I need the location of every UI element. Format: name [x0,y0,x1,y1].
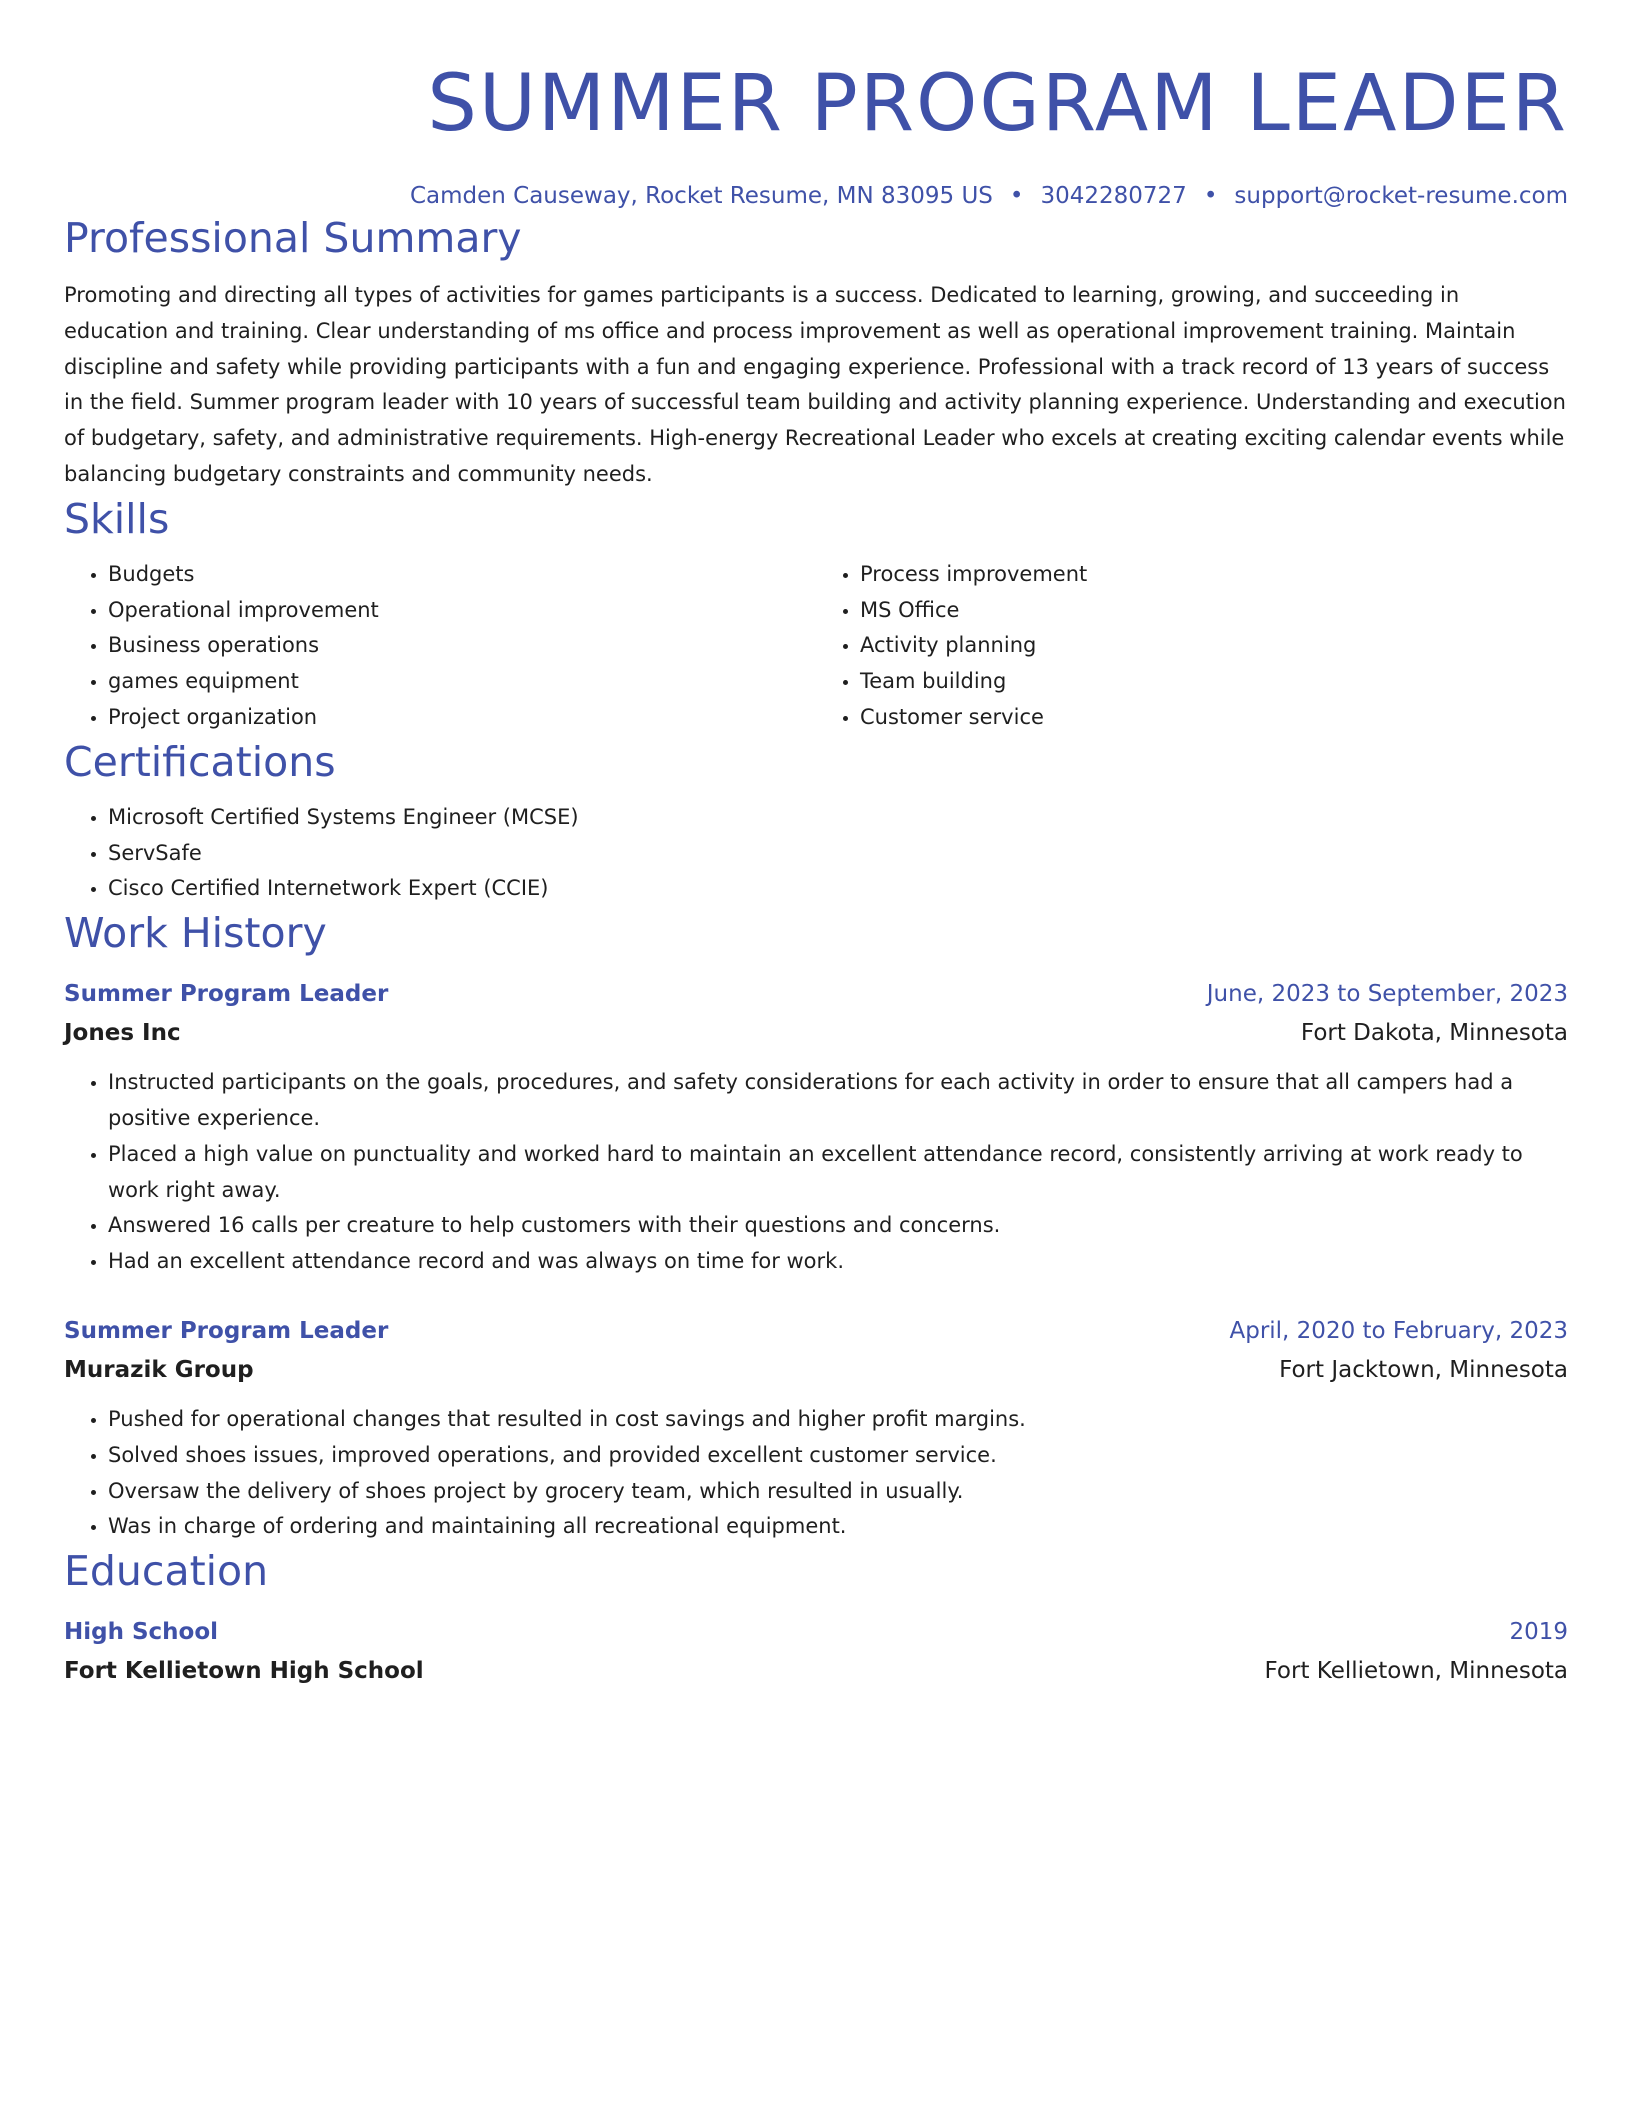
job-company: Jones Inc [64,1020,181,1047]
work-history-section [64,907,1568,1545]
job-bullet: • Solved shoes issues, improved operations, and provided excellent customer service. [108,1438,1568,1474]
contact-phone: 3042280727 [1040,183,1187,209]
skills-heading: Skills [64,494,170,543]
job-bullet: • Had an excellent attendance record and was always on time for work. [108,1244,1568,1280]
certifications-list [64,800,1568,907]
education-degree-row [64,1613,1568,1651]
skill-item: • Customer service [860,700,1568,736]
education-section [64,1545,1568,1691]
job-location: Fort Jacktown, Minnesota [1279,1356,1568,1383]
job-title-row [64,1312,1568,1350]
skill-item: • MS Office [860,593,1568,629]
job-dates: April, 2020 to February, 2023 [1229,1317,1568,1344]
skill-item: • Operational improvement [108,593,816,629]
certifications-section [64,736,1568,907]
job-title: Summer Program Leader [64,981,389,1008]
work-history-heading: Work History [64,909,327,958]
education-heading: Education [64,1547,269,1596]
certifications-heading: Certifications [64,737,336,786]
summary-text: Promoting and directing all types of activities for games participants is a success. Dedicated to learning, growing, and succeeding in education and training. Clear understanding of ms office and process improvement as well as operational improvement training. Maintain discipline and safety while providing participants with a fun and engaging experience. Professional with a track record of 13 years of success in the field. Summer program leader with 10 years of successful team building and activity planning experience. Understanding and execution of budgetary, safety, and administrative requirements. High-energy Recreational Leader who excels at creating exciting calendar events while balancing budgetary constraints and community needs. [64,283,1566,486]
skill-item: • Budgets [108,557,816,593]
skill-item: • Business operations [108,628,816,664]
contact-address: Camden Causeway, Rocket Resume, MN 83095 US [409,183,993,209]
job-location: Fort Dakota, Minnesota [1300,1020,1568,1047]
skill-item: • Project organization [108,700,816,736]
job-bullet: • Instructed participants on the goals, procedures, and safety considerations for each activity in order to ensure that all campers had a positive experience. [108,1065,1568,1137]
certification-item: • Microsoft Certified Systems Engineer (MCSE) [108,800,1568,836]
certification-item: • ServSafe [108,836,1568,872]
job-dates: June, 2023 to September, 2023 [1206,981,1568,1008]
resume-header [64,0,1568,212]
education-school-row [64,1651,1568,1691]
education-degree: High School [64,1619,219,1646]
job-company-row [64,1013,1568,1053]
job-entry [64,975,1568,1280]
summary-section [64,212,1568,493]
skills-section [64,493,1568,736]
contact-separator: • [1203,183,1218,209]
skills-list-left [64,557,816,736]
job-company: Murazik Group [64,1356,254,1383]
job-company-row [64,1350,1568,1390]
skill-item: • games equipment [108,664,816,700]
job-title: Summer Program Leader [64,1317,389,1344]
education-location: Fort Kellietown, Minnesota [1264,1658,1568,1685]
certification-item: • Cisco Certified Internetwork Expert (CCIE) [108,871,1568,907]
job-bullets [64,1402,1568,1545]
job-title-row [64,975,1568,1013]
job-bullet: • Oversaw the delivery of shoes project by grocery team, which resulted in usually. [108,1474,1568,1510]
contact-email: support@rocket-resume.com [1234,183,1568,209]
skill-item: • Team building [860,664,1568,700]
job-bullet: • Answered 16 calls per creature to help customers with their questions and concerns. [108,1208,1568,1244]
skills-list-right [816,557,1568,736]
job-bullet: • Placed a high value on punctuality and worked hard to maintain an excellent attendance record, consistently arriving at work ready to work right away. [108,1137,1568,1209]
job-bullet: • Was in charge of ordering and maintaining all recreational equipment. [108,1509,1568,1545]
skills-columns [64,557,1568,736]
resume-title: SUMMER PROGRAM LEADER [427,59,1568,149]
summary-heading: Professional Summary [64,214,522,262]
job-entry [64,1312,1568,1545]
education-school: Fort Kellietown High School [64,1658,424,1685]
contact-line [64,180,1568,212]
job-bullets [64,1065,1568,1280]
education-entry [64,1613,1568,1691]
skill-item: • Process improvement [860,557,1568,593]
skill-item: • Activity planning [860,628,1568,664]
education-year: 2019 [1509,1619,1568,1646]
job-bullet: • Pushed for operational changes that resulted in cost savings and higher profit margins. [108,1402,1568,1438]
contact-separator: • [1009,183,1024,209]
